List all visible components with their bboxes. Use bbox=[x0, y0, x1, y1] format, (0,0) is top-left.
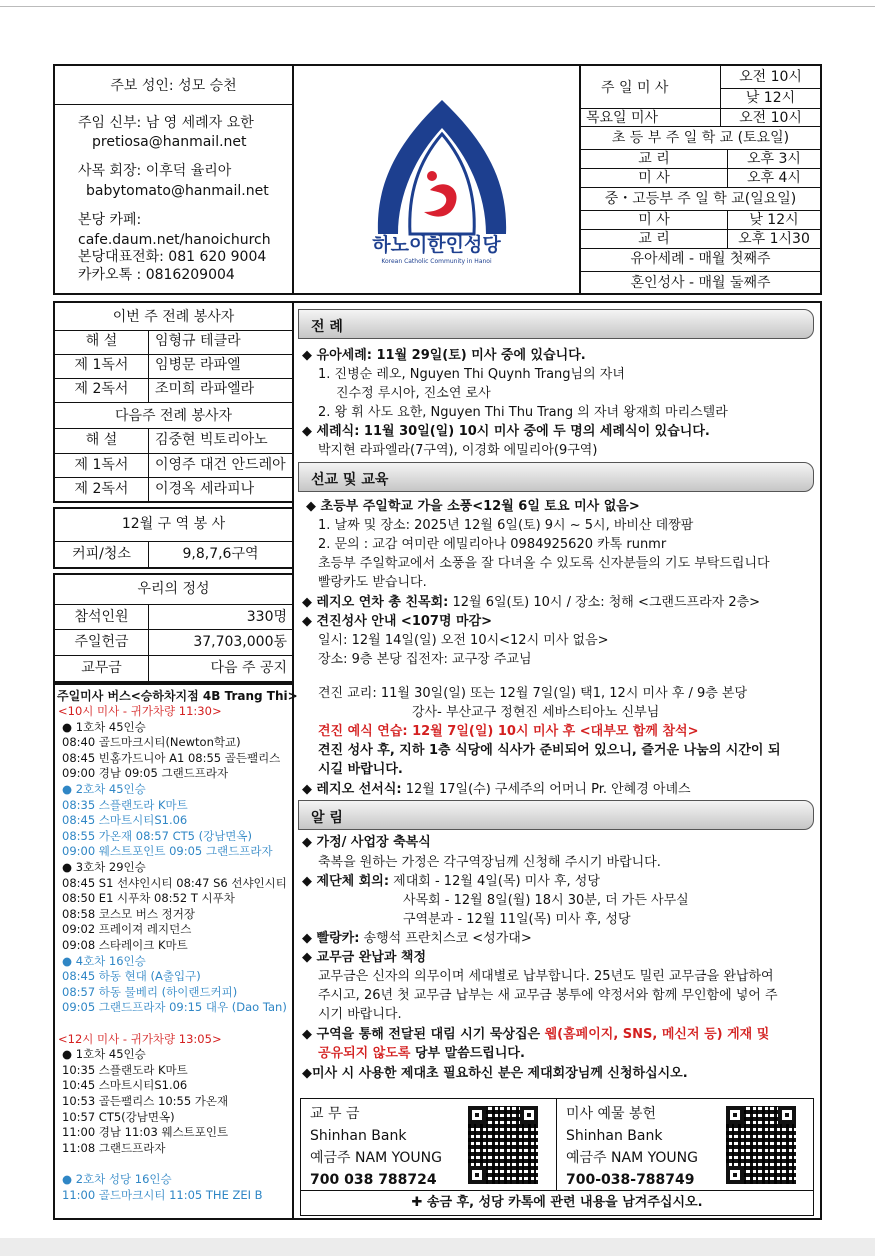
server-name: 김중현 빅토리아노 bbox=[155, 432, 268, 448]
notice-line: 축복을 원하는 가정은 각구역장님께 신청해 주시기 바랍니다. bbox=[318, 855, 661, 870]
divider bbox=[55, 104, 292, 105]
divider bbox=[148, 330, 149, 402]
divider bbox=[581, 271, 820, 272]
thursday-mass-time: 오전 10시 bbox=[739, 110, 802, 126]
cafe-url[interactable]: cafe.daum.net/hanoichurch bbox=[78, 232, 271, 248]
liturgy-infant-baptism: ◆ 유아세례: 11월 29일(토) 미사 중에 있습니다. bbox=[302, 348, 586, 363]
bus-schedule-line: ● 4호차 16인승 bbox=[62, 953, 146, 968]
divider bbox=[55, 541, 292, 542]
bus-schedule-line: <12시 미사 - 귀가차량 13:05> bbox=[58, 1031, 222, 1046]
servers-this-week-title: 이번 주 전례 봉사자 bbox=[112, 309, 235, 325]
divider bbox=[300, 1190, 814, 1191]
mass-offering-holder: 예금주 NAM YOUNG bbox=[566, 1150, 698, 1166]
middle-school-label: 중・고등부 주 일 학 교(일요일) bbox=[604, 191, 797, 207]
server-name: 임병문 라파엘 bbox=[155, 357, 241, 373]
offering-value: 37,703,000동 bbox=[193, 634, 287, 650]
bus-schedule-line: 08:58 코스모 버스 정거장 bbox=[62, 906, 195, 921]
divider bbox=[720, 88, 820, 89]
server-role: 제 2독서 bbox=[74, 481, 129, 497]
bus-schedule-line: 11:00 경남 11:03 웨스트포인트 bbox=[62, 1125, 229, 1140]
bus-schedule-line: 11:08 그랜드프라자 bbox=[62, 1140, 166, 1155]
notice-line: 주시고, 26년 첫 교무금 납부는 새 교무금 봉투에 약정서와 함께 무인함에 넣어 주 bbox=[318, 988, 778, 1003]
liturgy-line: 진수정 루시아, 진소연 로사 bbox=[336, 386, 491, 401]
offering-label: 참석인원 bbox=[74, 609, 129, 625]
bus-schedule-line: 10:53 골든팰리스 10:55 가온재 bbox=[62, 1094, 229, 1108]
divider bbox=[581, 168, 820, 169]
bus-schedule-line: 10:45 스마트시티S1.06 bbox=[62, 1078, 188, 1093]
bus-schedule-line: 08:35 스플랜도라 K마트 bbox=[62, 797, 188, 812]
offering-value: 330명 bbox=[246, 609, 287, 625]
divider bbox=[581, 126, 820, 127]
sunday-mass-label: 주 일 미 사 bbox=[601, 80, 669, 96]
bus-schedule-title: 주일미사 버스<승하차지점 4B Trang Thi> bbox=[57, 689, 298, 703]
mission-legio-meeting: ◆ 레지오 연차 총 친목회: 12월 6일(토) 10시 / 장소: 청해 <그랜드프라자 2층> bbox=[302, 595, 761, 610]
cafe-label: 본당 카페: bbox=[78, 212, 142, 228]
server-name: 조미희 라파엘라 bbox=[155, 381, 255, 397]
pastor-email[interactable]: pretiosa@hanmail.net bbox=[92, 134, 247, 150]
divider bbox=[148, 428, 149, 501]
mass-offering-account-number: 700-038-788749 bbox=[566, 1172, 695, 1188]
mission-line: 견진 교리: 11월 30일(일) 또는 12월 7일(일) 택1, 12시 미사 후 / 9층 본당 bbox=[318, 686, 748, 701]
council-email[interactable]: babytomato@hanmail.net bbox=[86, 183, 269, 199]
divider bbox=[55, 428, 292, 429]
bus-schedule-line: 09:05 그랜드프라자 09:15 대우 (Dao Tan) bbox=[62, 1000, 287, 1015]
bus-schedule-line: 09:02 프레이져 레지던스 bbox=[62, 922, 192, 937]
liturgy-baptism: ◆ 세례식: 11월 30일(일) 10시 미사 중에 두 명의 세례식이 있습니다. bbox=[302, 424, 710, 439]
mission-confirmation: ◆ 견진성사 안내 <107명 마감> bbox=[302, 614, 493, 629]
server-role: 제 1독서 bbox=[74, 357, 129, 373]
elementary-school-label: 초 등 부 주 일 학 교 (토요일) bbox=[611, 130, 790, 146]
bus-schedule-line: ● 1호차 45인승 bbox=[62, 1047, 146, 1062]
patron-saint: 주보 성인: 성모 승천 bbox=[110, 78, 237, 94]
bus-schedule-line: <10시 미사 - 귀가차량 11:30> bbox=[58, 704, 222, 718]
divider bbox=[55, 453, 292, 454]
server-role: 제 1독서 bbox=[74, 457, 129, 473]
notice-line: 공유되지 않도록 당부 말씀드립니다. bbox=[318, 1046, 525, 1061]
divider bbox=[55, 629, 292, 630]
server-role: 제 2독서 bbox=[74, 381, 129, 397]
bus-schedule-line: ● 2호차 성당 16인승 bbox=[62, 1172, 172, 1186]
bus-schedule-line: 08:50 E1 시푸차 08:52 T 시푸차 bbox=[62, 891, 235, 906]
divider bbox=[55, 402, 292, 403]
mission-line: 일시: 12월 14일(일) 오전 10시<12시 미사 없음> bbox=[318, 633, 609, 648]
divider bbox=[581, 229, 820, 230]
notice-meetings: ◆ 제단체 회의: 제대회 - 12월 4일(목) 미사 후, 성당 bbox=[302, 874, 600, 889]
dues-account-holder: 예금주 NAM YOUNG bbox=[310, 1150, 442, 1166]
mission-line: 견진 성사 후, 지하 1층 식당에 식사가 준비되어 있으니, 즐거운 나눔의 시간이 되 bbox=[318, 743, 781, 758]
divider bbox=[581, 248, 820, 249]
divider bbox=[55, 330, 292, 331]
divider bbox=[556, 1098, 557, 1190]
server-name: 임형규 테클라 bbox=[155, 333, 241, 349]
bus-schedule-line: 08:45 빈홈가드니아 A1 08:55 골든팰리스 bbox=[62, 750, 281, 765]
bus-schedule-line: 08:55 가온재 08:57 CT5 (강남면옥) bbox=[62, 828, 253, 843]
elementary-mass-label: 미 사 bbox=[638, 170, 670, 186]
mission-education-heading: 선교 및 교육 bbox=[298, 462, 814, 492]
notice-blessing: ◆ 가정/ 사업장 축복식 bbox=[302, 835, 431, 850]
server-name: 이영주 대건 안드레아 bbox=[155, 457, 286, 473]
divider bbox=[581, 108, 820, 109]
district-service-title: 12월 구 역 봉 사 bbox=[121, 516, 226, 532]
notice-dues: ◆ 교무금 완납과 책정 bbox=[302, 950, 427, 965]
dues-bank-name: Shinhan Bank bbox=[310, 1128, 407, 1144]
dues-account-title: 교 무 금 bbox=[310, 1106, 360, 1122]
bus-schedule-line: 11:00 골드마크시티 11:05 THE ZEI B bbox=[62, 1187, 263, 1202]
bus-schedule-line: ● 2호차 45인승 bbox=[62, 782, 146, 796]
thursday-mass-label: 목요일 미사 bbox=[586, 110, 659, 126]
mission-line: 강사- 부산교구 정현진 세바스티아노 신부님 bbox=[412, 705, 660, 720]
offering-label: 교무금 bbox=[81, 660, 122, 676]
mission-line: 1. 날짜 및 장소: 2025년 12월 6일(토) 9시 ~ 5시, 바비산 데짱팜 bbox=[318, 518, 694, 533]
mission-line: 빨랑카도 받습니다. bbox=[318, 575, 427, 590]
notice-palanca: ◆ 빨랑카: 송행석 프란치스코 <성가대> bbox=[302, 931, 532, 946]
bus-schedule-line: ● 3호차 29인승 bbox=[62, 860, 146, 874]
council-president: 사목 회장: 이후덕 율리아 bbox=[78, 163, 232, 179]
server-role: 해 설 bbox=[85, 333, 118, 349]
server-name: 이경옥 세라피나 bbox=[155, 481, 255, 497]
divider bbox=[581, 210, 820, 211]
infant-baptism-schedule: 유아세례 - 매월 첫째주 bbox=[630, 251, 771, 267]
middle-class-label: 교 리 bbox=[638, 231, 670, 247]
notice-line: 시기 바랍니다. bbox=[318, 1007, 402, 1022]
bus-schedule-line: 10:57 CT5(강남면옥) bbox=[62, 1109, 175, 1124]
transfer-notice: ✚ 송금 후, 성당 카톡에 관련 내용을 남겨주십시오. bbox=[411, 1195, 703, 1210]
divider bbox=[581, 149, 820, 150]
kakao-id: 카카오톡 : 0816209004 bbox=[78, 267, 235, 283]
elementary-class-time: 오후 3시 bbox=[747, 151, 801, 167]
elementary-class-label: 교 리 bbox=[638, 151, 670, 167]
bus-schedule-line: 09:00 웨스트포인트 09:05 그랜드프라자 bbox=[62, 844, 273, 859]
bus-schedule-line: 09:00 경남 09:05 그랜드프라자 bbox=[62, 766, 229, 781]
pastor-name: 주임 신부: 남 영 세례자 요한 bbox=[78, 115, 254, 131]
middle-class-time: 오후 1시30 bbox=[738, 231, 810, 247]
middle-mass-label: 미 사 bbox=[638, 212, 670, 228]
bottom-bar bbox=[0, 1238, 875, 1256]
dues-account-number: 700 038 788724 bbox=[310, 1172, 437, 1188]
divider bbox=[55, 655, 292, 656]
district-service-value: 9,8,7,6구역 bbox=[182, 546, 259, 562]
liturgy-line: 2. 왕 휘 사도 요한, Nguyen Thi Thu Trang 의 자녀 왕재희 마리스텔라 bbox=[318, 405, 728, 420]
bus-schedule-line: ● 1호차 45인승 bbox=[62, 719, 146, 734]
parish-phone: 본당대표전화: 081 620 9004 bbox=[78, 249, 267, 265]
divider bbox=[55, 604, 292, 605]
bus-schedule-line: 08:45 스마트시티S1.06 bbox=[62, 813, 188, 828]
bus-schedule-line: 08:45 S1 선샤인시티 08:47 S6 선샤인시티 bbox=[62, 875, 287, 890]
mission-line: 2. 문의 : 교감 여미란 에밀리아나 0984925620 카톡 runmr bbox=[318, 537, 667, 552]
logo-subtitle: Korean Catholic Community in Hanoi bbox=[381, 258, 492, 265]
divider bbox=[581, 187, 820, 188]
notice-line: 교무금은 신자의 의무이며 세대별로 납부합니다. 25년도 밀린 교무금을 완납하여 bbox=[318, 969, 774, 984]
mass-offering-title: 미사 예물 봉헌 bbox=[566, 1106, 657, 1122]
sunday-mass-am: 오전 10시 bbox=[739, 69, 802, 85]
marriage-schedule: 혼인성사 - 매월 둘째주 bbox=[630, 275, 771, 291]
notice-heading: 알 림 bbox=[298, 800, 814, 830]
bus-schedule-line: 08:57 하동 물베리 (하이랜드커피) bbox=[62, 984, 238, 999]
bus-schedule-line: 09:08 스타레이크 K마트 bbox=[62, 938, 188, 952]
bus-schedule-line: 08:40 골드마크시티(Newton학교) bbox=[62, 735, 241, 750]
mission-legio-oath: ◆ 레지오 선서식: 12월 17일(수) 구세주의 어머니 Pr. 안혜경 아녜스 bbox=[302, 782, 691, 797]
notice-line: 사목회 - 12월 8일(월) 18시 30분, 더 가든 사무실 bbox=[403, 893, 689, 908]
servers-next-week-title: 다음주 전례 봉사자 bbox=[114, 408, 233, 424]
sunday-mass-noon: 낮 12시 bbox=[745, 90, 796, 106]
liturgy-line: 1. 진병순 레오, Nguyen Thi Quynh Trang님의 자녀 bbox=[318, 367, 625, 382]
offering-value: 다음 주 공지 bbox=[210, 660, 287, 676]
bus-schedule-line: 08:45 하동 현대 (A출입구) bbox=[62, 969, 201, 984]
divider bbox=[55, 354, 292, 355]
notice-line: 구역분과 - 12월 11일(목) 미사 후, 성당 bbox=[403, 912, 631, 927]
notice-candles: ◆미사 시 사용한 제대초 필요하신 분은 제대회장님께 신청하십시오. bbox=[302, 1066, 688, 1081]
mission-line: 시길 바랍니다. bbox=[318, 762, 403, 777]
liturgy-heading: 전 례 bbox=[298, 309, 814, 339]
bus-schedule-line: 10:35 스플랜도라 K마트 bbox=[62, 1062, 188, 1077]
mission-line: 장소: 9층 본당 집전자: 교구장 주교님 bbox=[318, 652, 532, 667]
dues-qr-code-icon[interactable] bbox=[468, 1106, 538, 1184]
middle-mass-time: 낮 12시 bbox=[749, 212, 799, 228]
mission-line: 초등부 주일학교에서 소풍을 잘 다녀올 수 있도록 신자분들의 기도 부탁드립니다 bbox=[318, 556, 770, 571]
mass-offering-bank-name: Shinhan Bank bbox=[566, 1128, 663, 1144]
notice-advent-booklet: ◆ 구역을 통해 전달된 대림 시기 묵상집은 웹(홈페이지, SNS, 메신저 등) 게재 및 bbox=[302, 1027, 770, 1042]
elementary-mass-time: 오후 4시 bbox=[747, 170, 801, 186]
liturgy-line: 박지현 라파엘라(7구역), 이경화 에밀리아(9구역) bbox=[318, 443, 598, 458]
top-rule bbox=[0, 6, 875, 7]
offering-title: 우리의 정성 bbox=[137, 581, 210, 597]
offering-label: 주일헌금 bbox=[74, 634, 129, 650]
server-role: 해 설 bbox=[85, 432, 118, 448]
mission-picnic: ◆ 초등부 주일학교 가을 소풍<12월 6일 토요 미사 없음> bbox=[306, 499, 640, 514]
divider bbox=[55, 378, 292, 379]
mass-offering-qr-code-icon[interactable] bbox=[726, 1106, 796, 1184]
mission-rehearsal: 견진 예식 연습: 12월 7일(일) 10시 미사 후 <대부모 함께 참석> bbox=[318, 724, 699, 739]
divider bbox=[55, 477, 292, 478]
district-service-label: 커피/청소 bbox=[72, 546, 131, 562]
logo-text: 하노이한인성당 bbox=[372, 234, 501, 256]
